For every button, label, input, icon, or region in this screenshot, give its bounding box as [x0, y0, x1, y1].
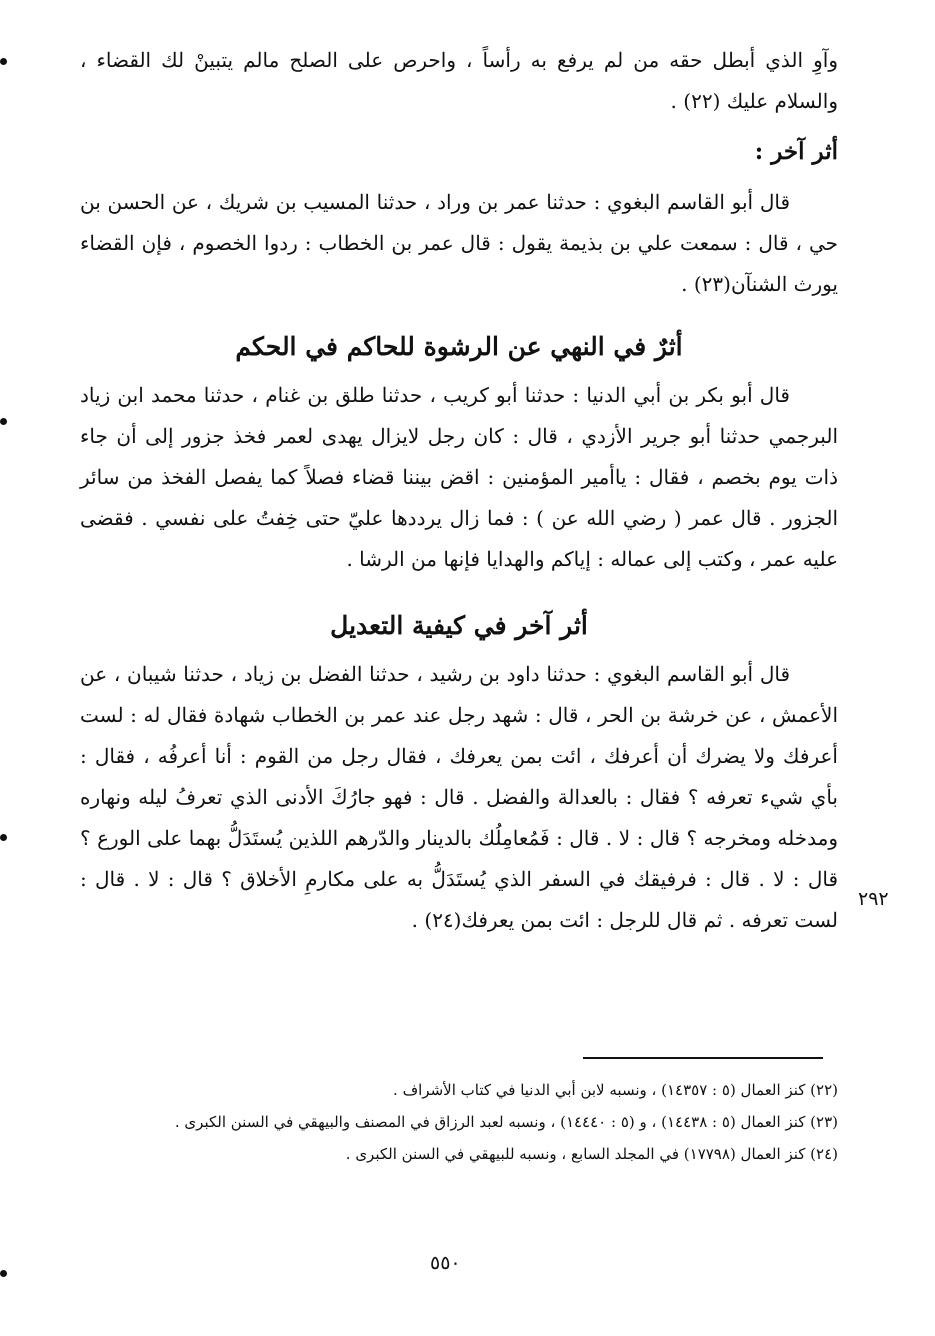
edge-mark [0, 418, 7, 425]
footnote-23: (٢٣) كنز العمال (٥ : ١٤٤٣٨) ، و (٥ : ١٤٤٤٠) ، ونسبه لعبد الرزاق في المصنف والبيهقي في السنن الكبرى . [174, 1113, 838, 1131]
page-number: ٥٥٠ [430, 1252, 461, 1274]
footnotes [80, 1074, 838, 1170]
edge-mark [0, 834, 7, 841]
edge-mark [0, 1270, 7, 1277]
section-title-tadil: أثر آخر في كيفية التعديل [330, 611, 588, 640]
paragraph-3: قال أبو بكر بن أبي الدنيا : حدثنا أبو كريب ، حدثنا طلق بن غنام ، حدثنا محمد ابن زياد البرجمي حدثنا أبو جرير الأزدي ، قال : كان رجل لايزال يهدى لعمر فخذ جزور إلى أن جاء ذات يوم بخصم ، فقال : ياأمير المؤمنين : اقض بيننا قضاء فصلاً كما يفصل الفخذ من سائر الجزور . قال عمر ( رضي الله عن ) : فما زال يرددها عليّ حتى خِفتُ على نفسي . فقضى عليه عمر ، وكتب إلى عماله : إياكم والهدايا فإنها من الرشا . [80, 383, 838, 571]
footnote-22: (٢٢) كنز العمال (٥ : ١٤٣٥٧) ، ونسبه لابن أبي الدنيا في كتاب الأشراف . [393, 1081, 838, 1099]
footnote-divider [583, 1057, 823, 1059]
footnote-24: (٢٤) كنز العمال (١٧٧٩٨) في المجلد السابع ، ونسبه للبيهقي في السنن الكبرى . [345, 1145, 838, 1163]
paragraph-2: قال أبو القاسم البغوي : حدثنا عمر بن وراد ، حدثنا المسيب بن شريك ، عن الحسن بن حي ، قال : سمعت علي بن بذيمة يقول : قال عمر بن الخطاب : ردوا الخصوم ، فإن القضاء يورث الشنآن(٢٣) . [80, 190, 838, 296]
paragraph-4: قال أبو القاسم البغوي : حدثنا داود بن رشيد ، حدثنا الفضل بن زياد ، حدثنا شيبان ، عن الأعمش ، عن خرشة بن الحر ، قال : شهد رجل عند عمر بن الخطاب شهادة فقال له : لست أعرفك ولا يضرك أن أعرفك ، ائت بمن يعرفك ، فقال رجل من القوم : أنا أعرفُه ، فقال : بأي شيء تعرفه ؟ فقال : بالعدالة والفضل . قال : فهو جارُكَ الأدنى الذي تعرفُ ليله ونهاره ومدخله ومخرجه ؟ قال : لا . قال : فَمُعامِلُك بالدينار والدّرهم اللذين يُستَدَلُّ بهما على الورع ؟ قال : لا . قال : فرفيقك في السفر الذي يُستَدَلُّ به على مكارمِ الأخلاق ؟ قال : لا . قال : لست تعرفه . ثم قال للرجل : ائت بمن يعرفك(٢٤) . [80, 662, 838, 932]
section-title-bribery: أثرٌ في النهي عن الرشوة للحاكم في الحكم [235, 332, 683, 361]
edge-mark [0, 58, 7, 65]
margin-number: ٢٩٢ [858, 888, 889, 910]
main-text [80, 40, 838, 941]
paragraph-1: وآوِ الذي أبطل حقه من لم يرفع به رأساً ، واحرص على الصلح مالم يتبينْ لك القضاء ، والسلام عليك (٢٢) . [80, 48, 838, 113]
subheading-athar-akhar: أثر آخر : [754, 138, 838, 165]
